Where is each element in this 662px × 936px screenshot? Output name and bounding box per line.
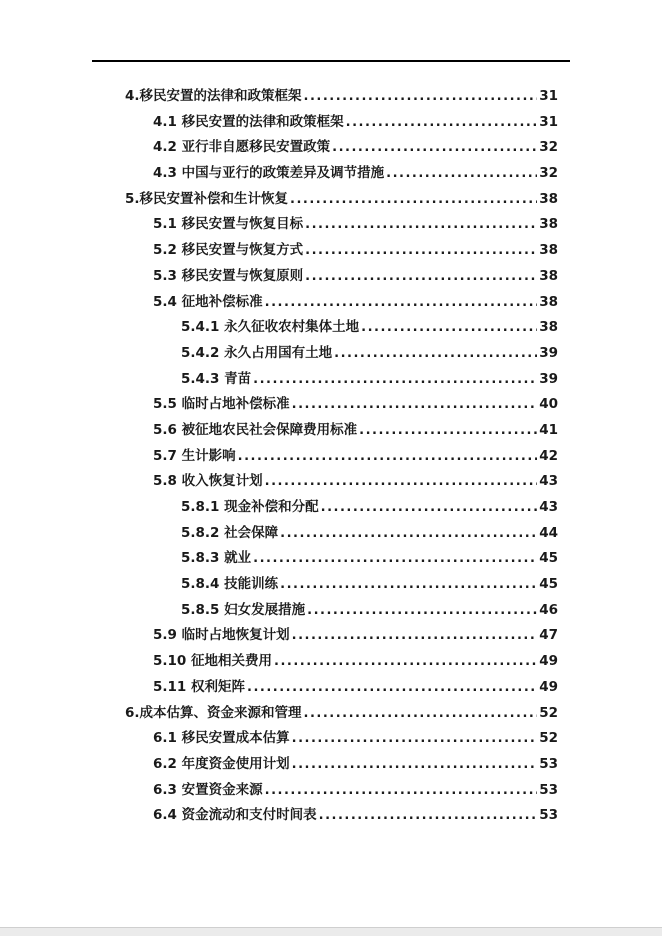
dot-leader-icon xyxy=(265,290,538,316)
toc-entry-page-number: 38 xyxy=(539,216,558,233)
toc-entry[interactable] xyxy=(92,778,558,804)
toc-entry[interactable] xyxy=(92,675,558,701)
dot-leader-icon xyxy=(280,521,537,547)
dot-leader-icon xyxy=(292,752,538,778)
toc-entry-label: 5.4.2 永久占用国有土地 xyxy=(181,344,333,361)
toc-entry-page-number: 39 xyxy=(539,344,558,361)
toc-entry-label: 6.2 年度资金使用计划 xyxy=(153,755,290,772)
toc-entry[interactable] xyxy=(92,367,558,393)
toc-entry-page-number: 31 xyxy=(539,113,558,130)
toc-entry-label: 5.8 收入恢复计划 xyxy=(153,473,263,490)
toc-entry-page-number: 32 xyxy=(539,139,558,156)
toc-entry-label: 4.3 中国与亚行的政策差异及调节措施 xyxy=(153,165,385,182)
toc-entry-label: 5.移民安置补偿和生计恢复 xyxy=(125,190,289,207)
toc-entry-page-number: 53 xyxy=(539,781,558,798)
toc-entry-label: 5.7 生计影响 xyxy=(153,447,236,464)
dot-leader-icon xyxy=(346,110,538,136)
toc-entry-page-number: 38 xyxy=(539,242,558,259)
toc-entry-label: 5.4.1 永久征收农村集体土地 xyxy=(181,319,360,336)
toc-entry-page-number: 53 xyxy=(539,807,558,824)
toc-entry[interactable] xyxy=(92,752,558,778)
dot-leader-icon xyxy=(332,135,537,161)
toc-entry-label: 4.1 移民安置的法律和政策框架 xyxy=(153,113,344,130)
toc-entry[interactable] xyxy=(92,495,558,521)
toc-entry-page-number: 52 xyxy=(539,730,558,747)
toc-entry-label: 5.8.3 就业 xyxy=(181,550,252,567)
dot-leader-icon xyxy=(253,546,537,572)
toc-entry-label: 5.5 临时占地补偿标准 xyxy=(153,396,290,413)
toc-entry-page-number: 44 xyxy=(539,524,558,541)
dot-leader-icon xyxy=(304,84,538,110)
toc-entry-page-number: 45 xyxy=(539,550,558,567)
toc-entry[interactable] xyxy=(92,238,558,264)
toc-entry-page-number: 42 xyxy=(539,447,558,464)
toc-entry-page-number: 46 xyxy=(539,601,558,618)
toc-entry[interactable] xyxy=(92,315,558,341)
toc-entry-page-number: 49 xyxy=(539,653,558,670)
toc-entry-label: 5.9 临时占地恢复计划 xyxy=(153,627,290,644)
toc-entry-page-number: 43 xyxy=(539,473,558,490)
dot-leader-icon xyxy=(238,444,538,470)
toc-entry-label: 6.成本估算、资金来源和管理 xyxy=(125,704,302,721)
toc-entry-page-number: 38 xyxy=(539,319,558,336)
toc-entry-page-number: 43 xyxy=(539,499,558,515)
toc-entry-page-number: 47 xyxy=(539,627,558,644)
toc-entry-label: 5.4 征地补偿标准 xyxy=(153,293,263,310)
toc-entry[interactable] xyxy=(92,598,558,624)
toc-entry-page-number: 40 xyxy=(539,396,558,413)
toc-entry-label: 5.10 征地相关费用 xyxy=(153,653,273,670)
toc-entry-label: 5.6 被征地农民社会保障费用标准 xyxy=(153,421,358,438)
dot-leader-icon xyxy=(253,367,537,393)
dot-leader-icon xyxy=(265,778,538,804)
toc-entry[interactable] xyxy=(92,392,558,418)
toc-entry-label: 6.3 安置资金来源 xyxy=(153,781,263,798)
toc-entry[interactable] xyxy=(92,469,558,495)
toc-entry[interactable] xyxy=(92,726,558,752)
dot-leader-icon xyxy=(292,623,538,649)
toc-entry[interactable] xyxy=(92,161,558,187)
toc-entry[interactable] xyxy=(92,649,558,675)
toc-entry[interactable] xyxy=(92,290,558,316)
toc-entry[interactable] xyxy=(92,418,558,444)
toc-entry-label: 5.11 权利矩阵 xyxy=(153,678,246,695)
toc-entry-label: 5.2 移民安置与恢复方式 xyxy=(153,242,304,259)
toc-entry-label: 5.3 移民安置与恢复原则 xyxy=(153,267,304,284)
dot-leader-icon xyxy=(292,726,538,752)
toc-entry[interactable] xyxy=(92,623,558,649)
dot-leader-icon xyxy=(290,187,537,213)
dot-leader-icon xyxy=(280,572,537,598)
toc-entry[interactable] xyxy=(92,521,558,547)
dot-leader-icon xyxy=(319,803,538,829)
dot-leader-icon xyxy=(307,598,537,624)
toc-entry-page-number: 49 xyxy=(539,678,558,695)
dot-leader-icon xyxy=(265,469,538,495)
toc-entry-label: 4.移民安置的法律和政策框架 xyxy=(125,88,302,104)
dot-leader-icon xyxy=(334,341,537,367)
toc-entry-page-number: 38 xyxy=(539,293,558,310)
toc-entry[interactable] xyxy=(92,444,558,470)
toc-entry-page-number: 32 xyxy=(539,165,558,182)
dot-leader-icon xyxy=(304,701,538,727)
toc-entry[interactable] xyxy=(92,803,558,829)
toc-entry-label: 5.8.4 技能训练 xyxy=(181,576,279,593)
header-rule xyxy=(92,60,570,62)
toc-entry[interactable] xyxy=(92,701,558,727)
toc-entry-label: 5.8.1 现金补偿和分配 xyxy=(181,499,319,515)
toc-entry-label: 4.2 亚行非自愿移民安置政策 xyxy=(153,139,331,156)
toc-entry-page-number: 31 xyxy=(539,88,558,104)
toc-entry-label: 6.4 资金流动和支付时间表 xyxy=(153,807,317,824)
toc-entry[interactable] xyxy=(92,264,558,290)
dot-leader-icon xyxy=(305,212,537,238)
dot-leader-icon xyxy=(386,161,537,187)
toc-entry[interactable] xyxy=(92,110,558,136)
toc-entry[interactable] xyxy=(92,135,558,161)
toc-entry[interactable] xyxy=(92,84,558,110)
toc-entry[interactable] xyxy=(92,572,558,598)
toc-entry-label: 6.1 移民安置成本估算 xyxy=(153,730,290,747)
dot-leader-icon xyxy=(321,495,538,521)
toc-entry-page-number: 38 xyxy=(539,267,558,284)
toc-entry-label: 5.8.2 社会保障 xyxy=(181,524,279,541)
toc-entry-label: 5.1 移民安置与恢复目标 xyxy=(153,216,304,233)
page-bottom-edge xyxy=(0,927,662,936)
toc-list xyxy=(92,84,558,829)
dot-leader-icon xyxy=(292,392,538,418)
dot-leader-icon xyxy=(305,238,537,264)
toc-entry-label: 5.8.5 妇女发展措施 xyxy=(181,601,306,618)
dot-leader-icon xyxy=(305,264,537,290)
dot-leader-icon xyxy=(359,418,537,444)
dot-leader-icon xyxy=(274,649,537,675)
toc-entry[interactable] xyxy=(92,341,558,367)
toc-entry-label: 5.4.3 青苗 xyxy=(181,370,252,387)
toc-entry-page-number: 38 xyxy=(539,190,558,207)
toc-entry[interactable] xyxy=(92,212,558,238)
dot-leader-icon xyxy=(361,315,537,341)
toc-entry[interactable] xyxy=(92,187,558,213)
toc-entry-page-number: 52 xyxy=(539,704,558,721)
toc-entry-page-number: 39 xyxy=(539,370,558,387)
toc-entry-page-number: 41 xyxy=(539,421,558,438)
toc-entry-page-number: 45 xyxy=(539,576,558,593)
toc-entry[interactable] xyxy=(92,546,558,572)
toc-entry-page-number: 53 xyxy=(539,755,558,772)
dot-leader-icon xyxy=(247,675,537,701)
